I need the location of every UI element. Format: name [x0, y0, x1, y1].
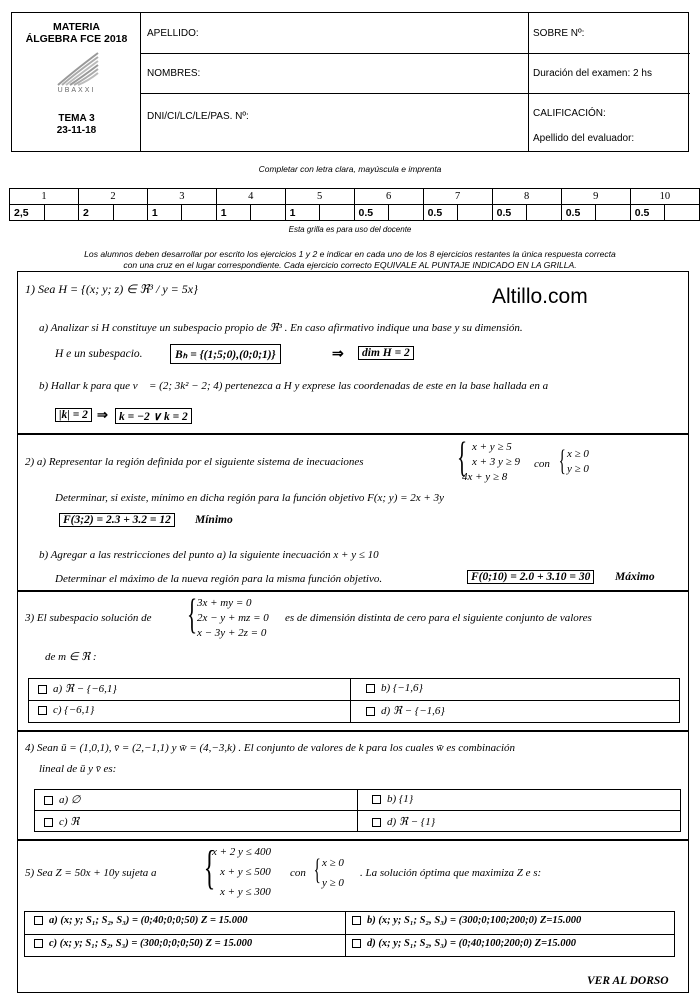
instructions-line-1: Los alumnos deben desarrollar por escrito los ejercicios 1 y 2 e indicar en cada uno de los 8 ejercicios restantes la única respuesta correcta — [84, 249, 616, 259]
ex5-sys-2: x + y ≤ 500 — [220, 866, 271, 878]
ex5-cond-2: y ≥ 0 — [322, 877, 344, 889]
grid-header-cell: 1 — [10, 189, 79, 205]
ex3-post: es de dimensión distinta de cero para el siguiente conjunto de valores — [285, 612, 592, 624]
grid-header-cell: 4 — [216, 189, 285, 205]
ex5-con: con — [290, 867, 306, 879]
grid-grade-cell[interactable] — [320, 205, 354, 221]
option-label: a) ∅ — [59, 794, 81, 806]
ex2-sys-1: x + y ≥ 5 — [472, 441, 512, 453]
ex2-sys-3: 4x + y ≥ 8 — [462, 471, 508, 483]
ex3-sys-2: 2x − y + mz = 0 — [197, 612, 269, 624]
ex1-a-arrow: ⇒ — [332, 347, 344, 362]
ex4-text-2: lineal de ū y v̄ es: — [39, 763, 117, 775]
grid-header-cell: 2 — [79, 189, 148, 205]
ex2-determine-min: Determinar, si existe, mínimo en dicha región para la función objetivo F(x; y) = 2x + 3y — [55, 492, 444, 504]
grid-grade-cell[interactable] — [389, 205, 423, 221]
ex3-option-c[interactable] — [38, 704, 94, 716]
ex5-options-hline — [24, 934, 675, 935]
ex2-sys-2: x + 3 y ≥ 9 — [472, 456, 520, 468]
checkbox-icon[interactable] — [352, 916, 361, 925]
grid-score-row — [10, 205, 700, 221]
ex3-option-a[interactable] — [38, 682, 117, 695]
grid-grade-cell[interactable] — [182, 205, 216, 221]
option-label: c) {−6,1} — [53, 704, 95, 716]
duracion-label: Duración del examen: 2 hs — [533, 68, 652, 79]
ex2-min-answer: F(3;2) = 2.3 + 3.2 = 12 — [59, 513, 175, 527]
checkbox-icon[interactable] — [44, 818, 53, 827]
grid-grade-cell[interactable] — [251, 205, 285, 221]
option-label: d) ℜ − {−1,6} — [381, 705, 445, 717]
ex4-option-b[interactable] — [372, 793, 413, 805]
grid-grade-cell[interactable] — [113, 205, 147, 221]
ex5-sys-3: x + y ≤ 300 — [220, 886, 271, 898]
evaluador-field[interactable]: Apellido del evaluador: — [533, 133, 635, 144]
checkbox-icon[interactable] — [38, 706, 47, 715]
checkbox-icon[interactable] — [38, 685, 47, 694]
instruction-top: Completar con letra clara, mayúscula e imprenta — [258, 164, 442, 174]
grid-score-cell: 2 — [79, 205, 114, 221]
grid-score-cell: 1 — [285, 205, 320, 221]
checkbox-icon[interactable] — [372, 795, 381, 804]
grid-score-cell: 0.5 — [630, 205, 665, 221]
ex2-min-label: Mínimo — [195, 514, 233, 526]
grid-score-cell: 1 — [216, 205, 251, 221]
grid-header-cell: 3 — [147, 189, 216, 205]
sobre-field[interactable]: SOBRE Nº: — [533, 28, 585, 39]
ex2-cond-1: x ≥ 0 — [567, 448, 589, 460]
checkbox-icon[interactable] — [372, 818, 381, 827]
ex3-option-b[interactable] — [366, 682, 423, 694]
nombres-field[interactable]: NOMBRES: — [147, 68, 201, 79]
grid-score-cell: 1 — [147, 205, 182, 221]
ex2-max-label: Máximo — [615, 571, 655, 583]
ex5-system-brace: { — [203, 841, 216, 894]
checkbox-icon[interactable] — [34, 916, 43, 925]
calificacion-label: CALIFICACIÓN: — [533, 108, 606, 119]
ex5-option-d[interactable] — [352, 938, 576, 949]
grid-header-cell: 9 — [561, 189, 630, 205]
fecha: 23-11-18 — [56, 125, 97, 136]
checkbox-icon[interactable] — [366, 707, 375, 716]
footer-ver-al-dorso: VER AL DORSO — [587, 975, 669, 987]
ex5-sys-1: x + 2 y ≤ 400 — [212, 846, 271, 858]
ex2-part-b: b) Agregar a las restricciones del punto a) la siguiente inecuación x + y ≤ 10 — [39, 549, 379, 561]
option-label: d) (x; y; S₁; S₂, S₃) = (0;40;100;200;0) Z=15.000 — [367, 938, 577, 949]
ex2-b-determine: Determinar el máximo de la nueva región para la misma función objetivo. — [55, 573, 383, 585]
grid-header-cell: 6 — [354, 189, 423, 205]
ex3-sys-3: x − 3y + 2z = 0 — [197, 627, 267, 639]
ex1-b-answer-k: k = −2 ∨ k = 2 — [115, 408, 192, 424]
option-label: c) ℜ — [59, 816, 80, 828]
logo-text: UBAXXI — [57, 87, 96, 94]
grid-score-cell: 0.5 — [423, 205, 458, 221]
grid-score-cell: 2,5 — [10, 205, 45, 221]
materia-name: ÁLGEBRA FCE 2018 — [25, 33, 128, 45]
ex2-cond-2: y ≥ 0 — [567, 463, 589, 475]
ex5-cond-brace: { — [313, 853, 321, 886]
option-label: b) {1} — [387, 793, 414, 805]
ex5-option-b[interactable] — [352, 915, 581, 926]
grid-grade-cell[interactable] — [44, 205, 78, 221]
ex5-post: . La solución óptima que maximiza Z e s: — [360, 867, 542, 879]
ex1-title: 1) Sea H = {(x; y; z) ∈ ℜ³ / y = 5x} — [25, 282, 198, 296]
checkbox-icon[interactable] — [34, 939, 43, 948]
grid-header-cell: 7 — [423, 189, 492, 205]
ex5-option-c[interactable] — [34, 938, 252, 949]
checkbox-icon[interactable] — [352, 939, 361, 948]
score-grid — [9, 188, 700, 221]
row-divider-1 — [141, 53, 690, 54]
ex4-option-a[interactable] — [44, 793, 81, 806]
row-divider-2 — [141, 93, 690, 94]
ex2-max-answer: F(0;10) = 2.0 + 3.10 = 30 — [467, 570, 594, 584]
ex3-option-d[interactable] — [366, 704, 445, 717]
option-label: b) (x; y; S₁; S₂, S₃) = (300;0;100;200;0) Z=15.000 — [367, 915, 582, 926]
grid-grade-cell[interactable] — [527, 205, 561, 221]
option-label: a) (x; y; S₁; S₂, S₃) = (0;40;0;0;50) Z = 15.000 — [49, 915, 248, 926]
grid-header-row — [10, 189, 700, 205]
ex1-a-answer-base: Bₕ = {(1;5;0),(0;0;1)} — [170, 344, 281, 364]
ex3-post-2: de m ∈ ℜ : — [45, 651, 97, 663]
ex4-text-1: 4) Sean ū = (1,0,1), v̄ = (2,−1,1) y w̄ = (4,−3,k) . El conjunto de valores de k para los cuales w̄ es combinación — [25, 742, 516, 754]
ex5-pre: 5) Sea Z = 50x + 10y sujeta a — [25, 867, 157, 879]
ex2-cond-brace: { — [558, 444, 566, 477]
grid-grade-cell[interactable] — [596, 205, 630, 221]
ex1-part-b: b) Hallar k para que v⃗ = (2; 3k² − 2; 4) pertenezca a H y exprese las coordenadas de este en la base hallada en a — [39, 380, 549, 392]
grid-score-cell: 0.5 — [354, 205, 389, 221]
checkbox-icon[interactable] — [44, 796, 53, 805]
ex3-pre: 3) El subespacio solución de — [25, 612, 152, 624]
ex5-option-a[interactable] — [34, 915, 248, 926]
ex3-system-brace: { — [187, 592, 198, 638]
ex3-sys-1: 3x + my = 0 — [197, 597, 252, 609]
option-label: b) {−1,6} — [381, 682, 423, 694]
ex4-option-d[interactable] — [372, 815, 435, 828]
grid-score-cell: 0.5 — [492, 205, 527, 221]
ex5-cond-1: x ≥ 0 — [322, 857, 344, 869]
ex4-options-hline — [34, 810, 681, 811]
grid-grade-cell[interactable] — [458, 205, 492, 221]
grid-grade-cell[interactable] — [665, 205, 700, 221]
tema: TEMA 3 — [58, 113, 95, 124]
ex1-a-answer-dim: dim H = 2 — [358, 346, 414, 360]
grid-header-cell: 10 — [630, 189, 699, 205]
grid-header-cell: 8 — [492, 189, 561, 205]
ex1-a-answer-pre: H e un subespacio. — [55, 348, 143, 360]
exam-header — [11, 12, 689, 152]
ex2-con: con — [534, 458, 550, 470]
ex4-option-c[interactable] — [44, 815, 79, 828]
option-label: c) (x; y; S₁; S₂, S₃) = (300;0;0;0;50) Z = 15.000 — [49, 938, 253, 949]
ex2-part-a: 2) a) Representar la región definida por el siguiente sistema de inecuaciones — [25, 456, 364, 468]
apellido-field[interactable]: APELLIDO: — [147, 28, 199, 39]
option-label: d) ℜ − {1} — [387, 816, 436, 828]
ex3-options-hline — [28, 700, 680, 701]
watermark: Altillo.com — [492, 285, 588, 308]
ex1-b-answer-abs: |k| = 2 — [55, 408, 92, 422]
instructions-line-2: con una cruz en el lugar correspondiente. Cada ejercicio correcto EQUIVALE AL PUNTAJE INDICADO EN LA GRILLA. — [123, 260, 577, 270]
ex2-system-brace: { — [457, 435, 468, 481]
dni-field[interactable]: DNI/CI/LC/LE/PAS. Nº: — [147, 111, 249, 122]
grid-header-cell: 5 — [285, 189, 354, 205]
name-fields — [141, 13, 529, 152]
uba-xxi-logo — [54, 51, 100, 87]
ex1-b-arrow: ⇒ — [97, 407, 108, 422]
materia-label: MATERIA — [52, 21, 101, 33]
grid-note: Esta grilla es para uso del docente — [288, 225, 412, 234]
option-label: a) ℜ − {−6,1} — [53, 683, 117, 695]
grid-score-cell: 0.5 — [561, 205, 596, 221]
checkbox-icon[interactable] — [366, 684, 375, 693]
ex1-part-a: a) Analizar si H constituye un subespacio propio de ℜ³ . En caso afirmativo indique una base y su dimensión. — [39, 322, 523, 334]
